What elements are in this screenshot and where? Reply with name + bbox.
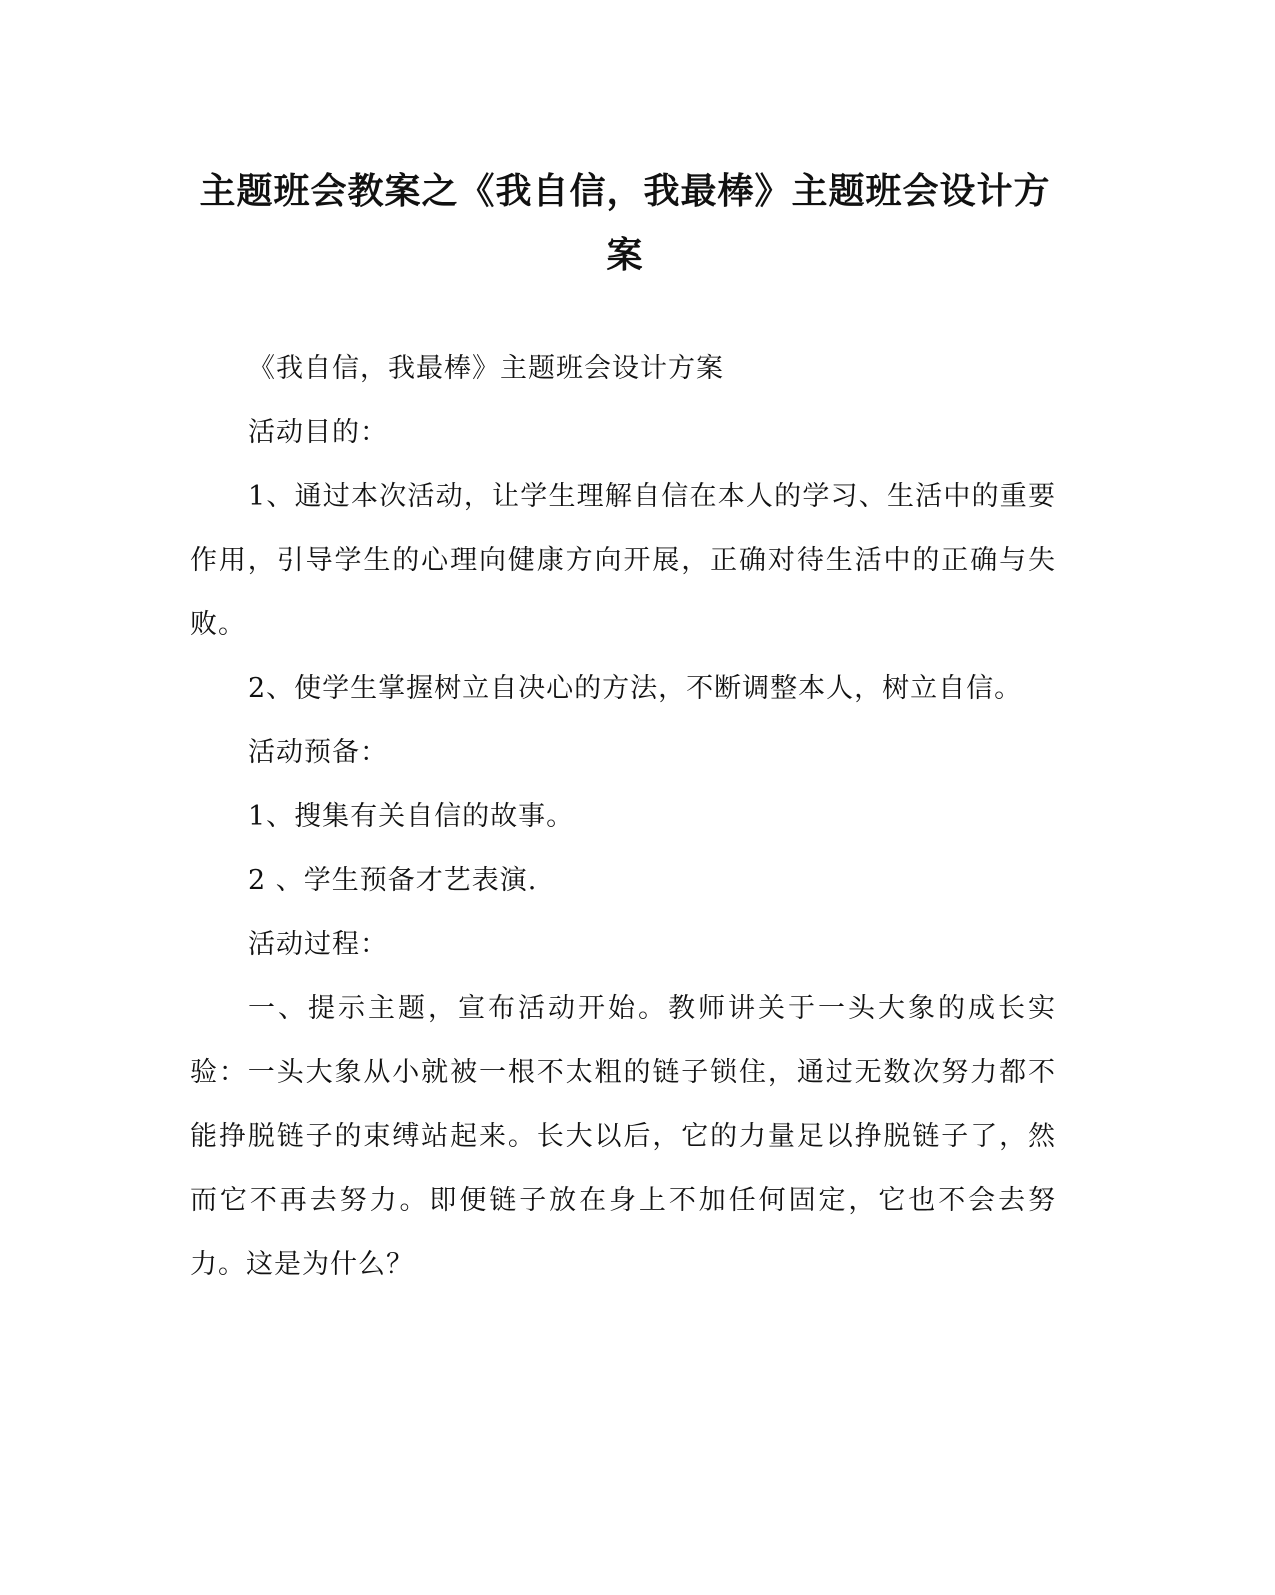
subtitle-paragraph: 《我自信，我最棒》主题班会设计方案	[248, 353, 724, 384]
section-heading-purpose: 活动目的：	[248, 417, 388, 448]
preparation-item-2: 2 、学生预备才艺表演.	[248, 865, 538, 896]
section-heading-preparation: 活动预备：	[248, 737, 388, 768]
document-body	[190, 337, 1056, 1297]
preparation-item-1: 1、搜集有关自信的故事。	[248, 801, 575, 832]
purpose-item-2: 2、使学生掌握树立自决心的方法，不断调整本人，树立自信。	[248, 673, 1023, 704]
document-title: 主题班会教案之《我自信，我最棒》主题班会设计方案	[199, 171, 1051, 276]
purpose-item-1: 1、通过本次活动，让学生理解自信在本人的学习、生活中的重要作用，引导学生的心理向健康方向开展，正确对待生活中的正确与失败。	[190, 481, 1056, 640]
section-heading-process: 活动过程：	[248, 929, 388, 960]
process-step-1: 一、提示主题，宣布活动开始。教师讲关于一头大象的成长实验：一头大象从小就被一根不太粗的链子锁住，通过无数次努力都不能挣脱链子的束缚站起来。长大以后，它的力量足以挣脱链子了，然而它不再去努力。即便链子放在身上不加任何固定，它也不会去努力。这是为什么？	[190, 993, 1056, 1280]
